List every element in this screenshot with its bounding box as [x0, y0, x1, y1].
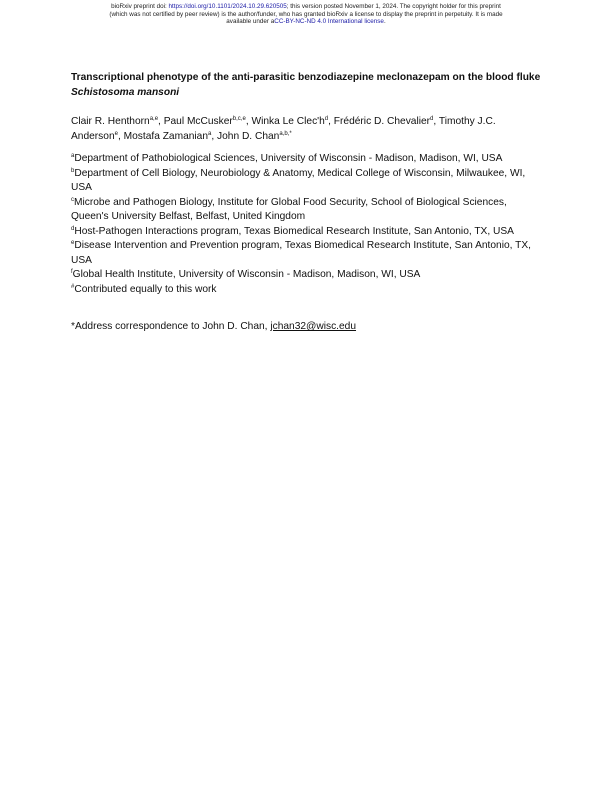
- author-affiliation-marker: d: [324, 116, 329, 122]
- affiliation-marker: d: [71, 225, 75, 232]
- author-affiliation-marker: a: [208, 130, 212, 137]
- affiliation-item: [71, 239, 541, 268]
- author-affiliation-marker: e: [114, 130, 118, 137]
- affiliation-item: [71, 283, 541, 298]
- affiliation-marker: f: [71, 269, 73, 275]
- banner-license-suffix: .: [383, 18, 386, 26]
- affiliation-text: Department of Pathobiological Sciences, University of Wisconsin - Madison, Madison, WI, USA: [74, 153, 503, 164]
- author-name: Mostafa Zamanian: [123, 130, 209, 142]
- author-name: Clair R. Henthorn: [71, 116, 150, 127]
- affiliation-text: Disease Intervention and Prevention program, Texas Biomedical Research Institute, San Antonio, TX, USA: [71, 240, 531, 266]
- affiliation-list: [71, 152, 541, 297]
- author-separator: ,: [158, 116, 164, 127]
- author-affiliation-marker: b,c,e: [232, 116, 246, 122]
- author-name: Winka Le Clec'h: [251, 116, 325, 127]
- affiliation-text: Global Health Institute, University of Wisconsin - Madison, Madison, WI, USA: [72, 269, 421, 280]
- banner-doi-prefix: bioRxiv preprint doi:: [111, 3, 169, 10]
- author-name: Frédéric D. Chevalier: [333, 116, 431, 127]
- affiliation-marker: #: [71, 283, 75, 290]
- banner-line-3: [30, 18, 582, 26]
- title-main: Transcriptional phenotype of the anti-parasitic benzodiazepine meclonazepam on the blood fluke: [71, 72, 541, 83]
- correspondence: [71, 320, 541, 335]
- affiliation-text: Contributed equally to this work: [74, 283, 217, 295]
- preprint-banner: [30, 3, 582, 26]
- banner-copyright-text: ; this version posted November 1, 2024. The copyright holder for this preprint: [286, 3, 501, 10]
- license-link[interactable]: CC-BY-NC-ND 4.0 International license: [274, 18, 384, 26]
- affiliation-marker: c: [71, 196, 74, 203]
- author-name: John D. Chan: [217, 130, 280, 142]
- affiliation-text: Host-Pathogen Interactions program, Texas Biomedical Research Institute, San Antonio, TX, USA: [74, 225, 514, 237]
- affiliation-item: [71, 167, 541, 196]
- author-affiliation-marker: a,e: [149, 116, 159, 122]
- affiliation-marker: b: [71, 167, 75, 174]
- doi-link[interactable]: https://doi.org/10.1101/2024.10.29.620505: [168, 3, 287, 10]
- affiliation-item: [71, 268, 541, 283]
- author-separator: ,: [433, 116, 439, 127]
- title-species: Schistosoma mansoni: [71, 86, 180, 98]
- affiliation-marker: a: [71, 153, 75, 159]
- banner-license-prefix: available under a: [226, 18, 275, 26]
- author-affiliation-marker: a,b,*: [279, 130, 292, 137]
- banner-line-1: [30, 3, 582, 11]
- paper-title: [71, 71, 541, 100]
- author-name: Timothy J.C. Anderson: [71, 116, 496, 142]
- banner-line-2: (which was not certified by peer review) is the author/funder, who has granted bioRxiv a license to display the preprint in perpetuity. It is made: [109, 10, 503, 18]
- author-name: Paul McCusker: [163, 116, 233, 127]
- author-list: [71, 115, 541, 144]
- author-affiliation-marker: d: [430, 116, 434, 122]
- affiliation-text: Microbe and Pathogen Biology, Institute for Global Food Security, School of Biological Sciences, Queen's University Belfast, Belfast, United Kingdom: [71, 196, 507, 222]
- affiliation-marker: e: [71, 240, 75, 246]
- author-separator: ,: [245, 116, 252, 127]
- email-link[interactable]: jchan32@wisc.edu: [270, 321, 357, 332]
- affiliation-item: [71, 225, 541, 240]
- author-separator: ,: [117, 130, 124, 142]
- affiliation-item: [71, 196, 541, 225]
- author-separator: ,: [211, 130, 218, 142]
- correspondence-text: *Address correspondence to John D. Chan,: [71, 321, 271, 332]
- affiliation-item: [71, 152, 541, 167]
- author-separator: ,: [328, 116, 334, 127]
- affiliation-text: Department of Cell Biology, Neurobiology & Anatomy, Medical College of Wisconsin, Milwaukee, WI, USA: [71, 167, 526, 193]
